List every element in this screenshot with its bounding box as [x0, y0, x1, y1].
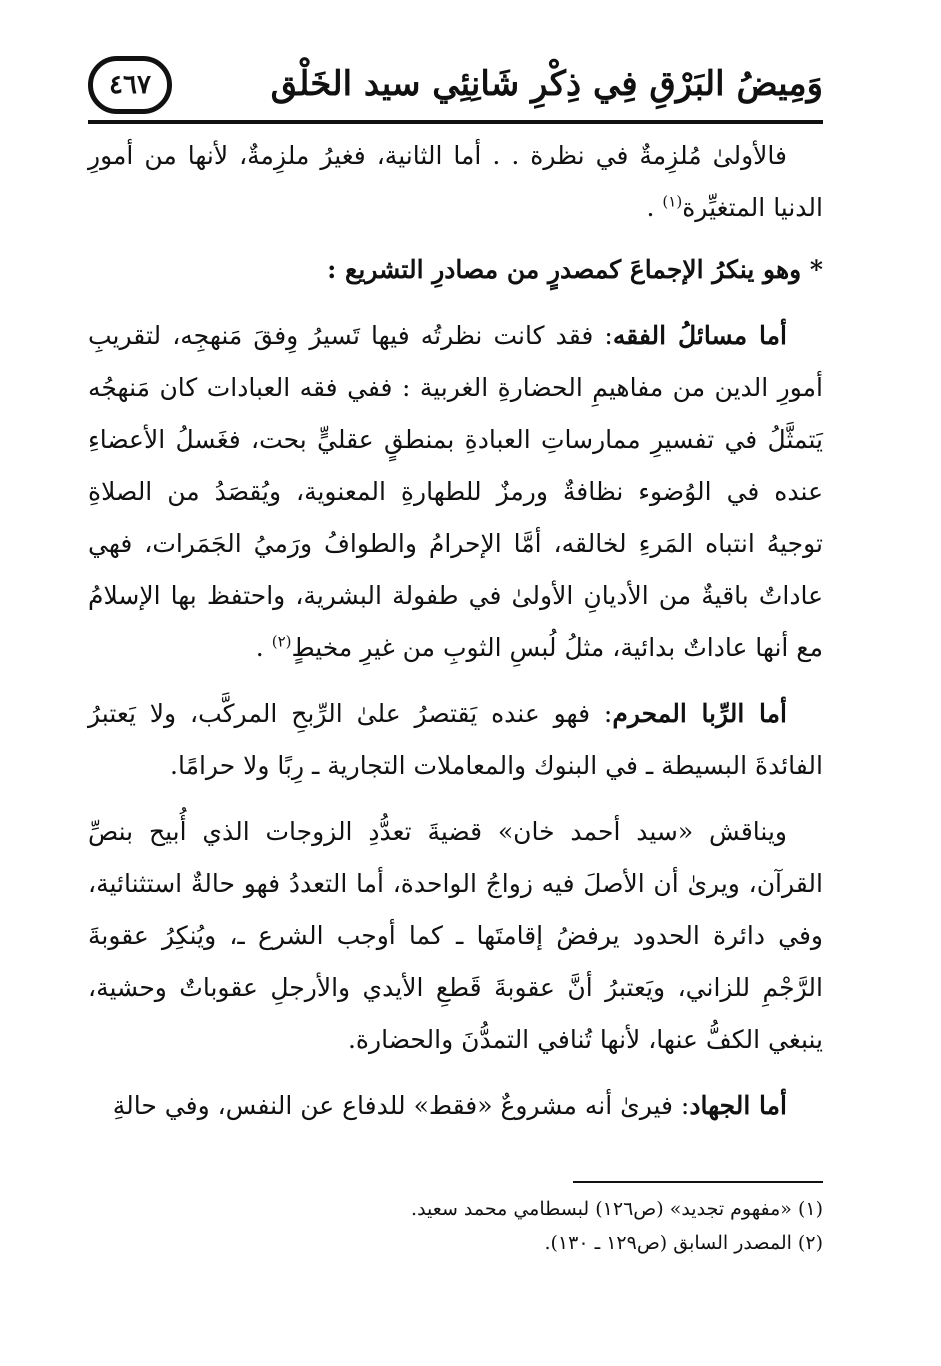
- footnote-2: (٢) المصدر السابق (ص١٢٩ ـ ١٣٠).: [544, 1232, 823, 1254]
- paragraph-riba: [88, 688, 823, 792]
- footnote-1: (١) «مفهوم تجديد» (ص١٢٦) لبسطامي محمد سعيد.: [411, 1198, 823, 1220]
- jihad-text: : فيرىٰ أنه مشروعٌ «فقط» للدفاع عن النفس، وفي حالةِ: [112, 1091, 690, 1120]
- footnote-ref-1: (١): [662, 192, 683, 211]
- section-heading: * وهو ينكرُ الإجماعَ كمصدرٍ من مصادرِ التشريع :: [327, 255, 823, 284]
- running-title: وَمِيضُ البَرْقِ فِي ذِكْرِ شَانِئِي سيد الخَلْق: [270, 64, 823, 104]
- footnote-ref-2: (٢): [271, 632, 292, 651]
- fiqh-text: : فقد كانت نظرتُه فيها تَسيرُ وِفقَ مَنهجِه، لتقريبِ أمورِ الدين من مفاهيمِ الحضارةِ الغربية : ففي فقه العبادات كان مَنهجُه يَتمثَّلُ في تفسيرِ ممارساتِ العبادةِ بمنطقٍ عقليٍّ بحت، فغَسلُ الأعضاءِ عنده في الوُضوء نظافةٌ ورمزٌ للطهارةِ المعنوية، ويُقصَدُ من الصلاةِ توجيهُ انتباه المَرءِ لخالقه، أمَّا الإحرامُ والطوافُ ورَميُ الجَمَرات، فهي عاداتٌ باقيةٌ من الأديانِ الأولىٰ في طفولة البشرية، واحتفظ بها الإسلامُ مع أنها عاداتٌ بدائية، مثلُ لُبسِ الثوبِ من غيرِ مخيطٍ: [88, 321, 823, 662]
- paragraph-fiqh: [88, 310, 823, 674]
- paragraph-polygamy: ويناقش «سيد أحمد خان» قضيةَ تعدُّدِ الزوجات الذي أُبيح بنصِّ القرآن، ويرىٰ أن الأصلَ فيه زواجُ الواحدة، أما التعددُ فهو حالةٌ استثنائية، وفي دائرة الحدود يرفضُ إقامتَها ـ كما أوجب الشرع ـ، ويُنكِرُ عقوبةَ الرَّجْمِ للزاني، ويَعتبرُ أنَّ عقوبةَ قَطعِ الأيدي والأرجلِ عقوباتٌ وحشية، ينبغي الكفُّ عنها، لأنها تُنافي التمدُّنَ والحضارة.: [88, 817, 823, 1054]
- paragraph-1-text: فالأولىٰ مُلزِمةٌ في نظرة . . أما الثانية، فغيرُ ملزِمةٌ، لأنها من أمورِ الدنيا المتغيِّرة: [88, 141, 823, 222]
- footnotes: [88, 1192, 823, 1260]
- page-header: [88, 50, 823, 120]
- jihad-lead: أما الجهاد: [689, 1091, 787, 1120]
- riba-text: : فهو عنده يَقتصرُ علىٰ الرِّبحِ المركَّب، ولا يَعتبرُ الفائدةَ البسيطة ـ في البنوك والمعاملات التجارية ـ رِبًا ولا حرامًا.: [88, 699, 823, 780]
- footnote-rule: [573, 1181, 823, 1183]
- main-text: [88, 130, 823, 1146]
- header-rule: [88, 120, 823, 124]
- paragraph-jihad: [88, 1080, 823, 1132]
- page-number-badge: [88, 56, 172, 114]
- page-number: ٤٦٧: [109, 70, 151, 100]
- paragraph-1-end: .: [646, 193, 663, 222]
- fiqh-lead: أما مسائلُ الفقه: [612, 321, 787, 350]
- paragraph-fiqh-end: .: [255, 633, 272, 662]
- riba-lead: أما الرِّبا المحرم: [612, 699, 787, 728]
- paragraph-1: [88, 130, 823, 234]
